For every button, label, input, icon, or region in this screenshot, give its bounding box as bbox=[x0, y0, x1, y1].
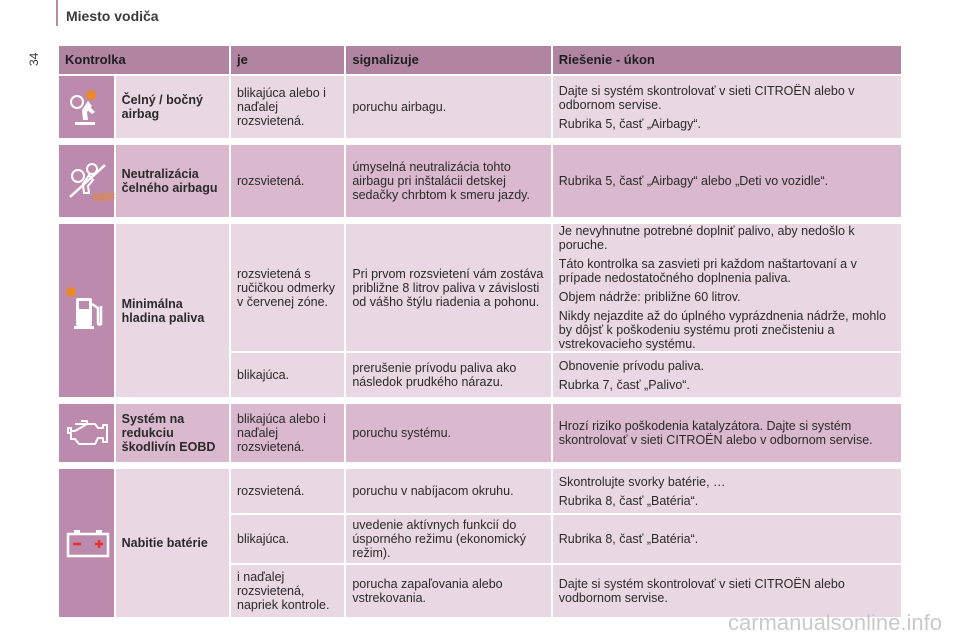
airbag-icon bbox=[65, 86, 107, 128]
fuel-solution-line: Je nevyhnutne potrebné doplniť palivo, aby nedošlo k poruche. bbox=[558, 224, 855, 252]
column-header-signalizuje: signalizuje bbox=[346, 46, 550, 74]
fuel-state-1: rozsvietená s ručičkou odmerky v červenej zóne. bbox=[231, 224, 344, 351]
column-header-riesenie: Riešenie - úkon bbox=[553, 46, 901, 74]
table-header-row bbox=[59, 46, 901, 74]
fuel-solution-2 bbox=[553, 353, 901, 397]
engine-icon-cell bbox=[59, 404, 114, 462]
warning-lights-table bbox=[57, 44, 903, 619]
airbag-off-icon bbox=[65, 159, 115, 204]
airbag-name: Čelný / bočný airbag bbox=[116, 76, 229, 138]
battery-solution-line: Rubrika 8, časť „Batéria“. bbox=[558, 493, 699, 508]
fuel-solution-line: Obnovenie prívodu paliva. bbox=[558, 358, 705, 373]
watermark: carmanualsonline.info bbox=[727, 610, 942, 635]
airbag-off-icon-cell bbox=[59, 145, 114, 217]
fuel-solution-line: Objem nádrže: približne 60 litrov. bbox=[558, 290, 741, 304]
page-number: 34 bbox=[27, 52, 41, 66]
neutralization-name: Neutralizácia čelného airbagu bbox=[116, 145, 229, 217]
fuel-solution-1 bbox=[553, 224, 901, 351]
column-header-kontrolka: Kontrolka bbox=[59, 46, 229, 74]
row-separator bbox=[59, 140, 901, 143]
airbag-state: blikajúca alebo i naďalej rozsvietená. bbox=[231, 76, 344, 138]
eobd-name: Systém na redukciu škodlivín EOBD bbox=[116, 404, 229, 462]
eobd-state: blikajúca alebo i naďalej rozsvietená. bbox=[231, 404, 344, 462]
airbag-solution-line: Rubrika 5, časť „Airbagy“. bbox=[558, 116, 702, 131]
battery-meaning-1: poruchu v nabíjacom okruhu. bbox=[346, 469, 550, 513]
neutralization-state: rozsvietená. bbox=[231, 145, 344, 217]
svg-text:OFF: OFF bbox=[93, 192, 115, 204]
table-row-fuel bbox=[59, 224, 901, 351]
fuel-state-2: blikajúca. bbox=[231, 353, 344, 397]
battery-state-3: i naďalej rozsvietená, napriek kontrole. bbox=[231, 565, 344, 617]
fuel-meaning-1: Pri prvom rozsvietení vám zostáva približne 8 litrov paliva v závislosti od vášho štýlu riadenia a pohonu. bbox=[346, 224, 550, 351]
fuel-meaning-2: prerušenie prívodu paliva ako následok prudkého nárazu. bbox=[346, 353, 550, 397]
row-separator bbox=[59, 464, 901, 467]
battery-solution-1 bbox=[553, 469, 901, 513]
battery-icon bbox=[65, 527, 111, 559]
battery-state-1: rozsvietená. bbox=[231, 469, 344, 513]
table-row-eobd bbox=[59, 404, 901, 462]
airbag-solution bbox=[553, 76, 901, 138]
table-row-battery bbox=[59, 469, 901, 513]
section-title: Miesto vodiča bbox=[66, 8, 159, 24]
fuel-solution-line: Rubrka 7, časť „Palivo“. bbox=[558, 377, 690, 392]
row-separator bbox=[59, 219, 901, 222]
battery-solution-line: Skontrolujte svorky batérie, … bbox=[558, 474, 726, 489]
battery-solution-2: Rubrika 8, časť „Batéria“. bbox=[553, 515, 901, 563]
table-row-airbag-neutralization bbox=[59, 145, 901, 217]
fuel-solution-line: Táto kontrolka sa zasvieti pri každom naštartovaní a v prípade nedostatočného doplnenia paliva. bbox=[558, 257, 857, 285]
battery-state-2: blikajúca. bbox=[231, 515, 344, 563]
side-rule bbox=[56, 0, 58, 26]
fuel-name: Minimálna hladina paliva bbox=[116, 224, 229, 397]
airbag-icon-cell bbox=[59, 76, 114, 138]
column-header-je: je bbox=[231, 46, 344, 74]
battery-meaning-2: uvedenie aktívnych funkcií do úsporného režimu (ekonomický režim). bbox=[346, 515, 550, 563]
neutralization-meaning: úmyselná neutralizácia tohto airbagu pri inštalácii detskej sedačky chrbtom k smeru jazdy. bbox=[346, 145, 550, 217]
battery-meaning-3: porucha zapaľovania alebo vstrekovania. bbox=[346, 565, 550, 617]
eobd-solution: Hrozí riziko poškodenia katalyzátora. Dajte si systém skontrolovať v sieti CITROËN alebo v odbornom servise. bbox=[553, 404, 901, 462]
battery-icon-cell bbox=[59, 469, 114, 617]
table-row-airbag bbox=[59, 76, 901, 138]
row-separator bbox=[59, 399, 901, 402]
engine-icon bbox=[65, 416, 111, 450]
eobd-meaning: poruchu systému. bbox=[346, 404, 550, 462]
neutralization-solution: Rubrika 5, časť „Airbagy“ alebo „Deti vo vozidle“. bbox=[553, 145, 901, 217]
fuel-pump-icon-cell bbox=[59, 224, 114, 397]
airbag-solution-line: Dajte si systém skontrolovať v sieti CITROËN alebo v odbornom servise. bbox=[558, 83, 855, 112]
battery-name: Nabitie batérie bbox=[116, 469, 229, 617]
airbag-meaning: poruchu airbagu. bbox=[346, 76, 550, 138]
battery-solution-3: Dajte si systém skontrolovať v sieti CITROËN alebo vodbornom servise. bbox=[553, 565, 901, 617]
fuel-pump-icon bbox=[65, 286, 107, 336]
fuel-solution-line: Nikdy nejazdite až do úplného vyprázdnenia nádrže, mohlo by dôjsť k poškodeniu systému proti znečisteniu a vstrekovacieho systému. bbox=[558, 309, 887, 351]
